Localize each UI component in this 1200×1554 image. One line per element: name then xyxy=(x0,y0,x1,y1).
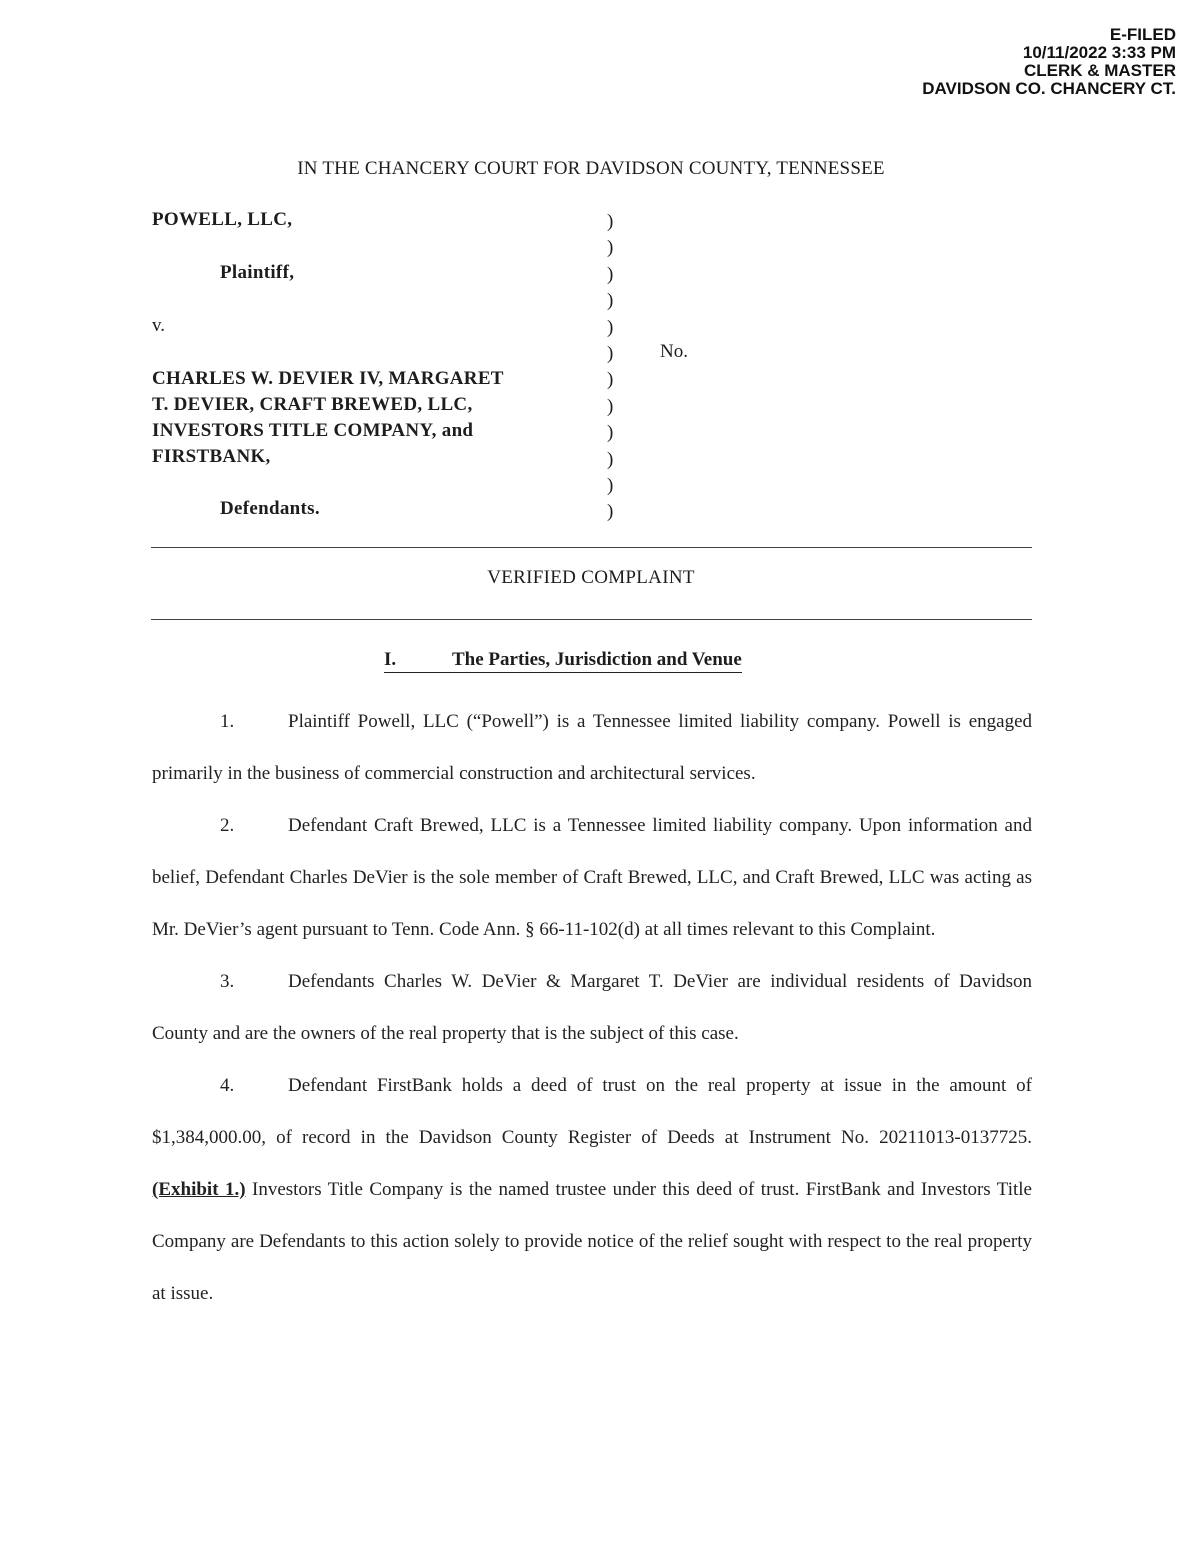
paragraph-4 xyxy=(152,1060,1032,1320)
paragraph-number: 3. xyxy=(220,971,235,992)
section-heading xyxy=(384,649,742,673)
document-title: VERIFIED COMPLAINT xyxy=(487,567,695,588)
paragraph-number: 4. xyxy=(220,1075,235,1096)
efiled-timestamp: 10/11/2022 3:33 PM xyxy=(1022,43,1176,62)
versus: v. xyxy=(152,315,166,336)
complaint-body xyxy=(152,696,1032,1320)
defendants-line-4: FIRSTBANK, xyxy=(152,446,271,467)
efiled-stamp xyxy=(922,26,1176,98)
paragraph-3 xyxy=(152,956,1032,1060)
paragraph-text: Defendants Charles W. DeVier & Margaret T. DeVier are individual residents of Davidson County and are the owners of the real property that is the subject of this case. xyxy=(152,971,1032,1044)
exhibit-reference: (Exhibit 1.) xyxy=(152,1179,246,1200)
case-number-label: No. xyxy=(660,341,688,362)
clerk-label: CLERK & MASTER xyxy=(1023,61,1176,80)
defendants-role: Defendants. xyxy=(220,498,320,519)
divider-top xyxy=(151,547,1032,548)
paragraph-2 xyxy=(152,800,1032,956)
court-label: DAVIDSON CO. CHANCERY CT. xyxy=(922,79,1176,98)
paragraph-text-continued: Investors Title Company is the named trustee under this deed of trust. FirstBank and Investors Title Company are Defendants to this action solely to provide notice of the relief sought with respect to the real property at issue. xyxy=(152,1179,1032,1304)
efiled-label: E-FILED xyxy=(1109,25,1176,44)
paragraph-text: Defendant FirstBank holds a deed of trust on the real property at issue in the amount of $1,384,000.00, of record in the Davidson County Register of Deeds at Instrument No. 20211013-0137725. xyxy=(152,1075,1032,1148)
defendants-line-3: INVESTORS TITLE COMPANY, and xyxy=(152,420,474,441)
section-number: I. xyxy=(384,649,397,670)
plaintiff-role: Plaintiff, xyxy=(220,262,295,283)
divider-bottom xyxy=(151,619,1032,620)
section-title: The Parties, Jurisdiction and Venue xyxy=(452,649,742,670)
paragraph-number: 1. xyxy=(220,711,235,732)
plaintiff-name: POWELL, LLC, xyxy=(152,209,293,230)
court-title: IN THE CHANCERY COURT FOR DAVIDSON COUNTY, TENNESSEE xyxy=(297,158,885,179)
defendants-line-2: T. DEVIER, CRAFT BREWED, LLC, xyxy=(152,394,473,415)
paragraph-text: Plaintiff Powell, LLC (“Powell”) is a Tennessee limited liability company. Powell is engaged primarily in the business of commercial construction and architectural services. xyxy=(152,711,1032,784)
caption-parentheses: ) ) ) ) ) ) ) ) ) ) ) ) xyxy=(607,211,614,523)
paragraph-text: Defendant Craft Brewed, LLC is a Tennessee limited liability company. Upon information and belief, Defendant Charles DeVier is the sole member of Craft Brewed, LLC, and Craft Brewed, LLC was acting as Mr. DeVier’s agent pursuant to Tenn. Code Ann. § 66-11-102(d) at all times relevant to this Complaint. xyxy=(152,815,1032,940)
paragraph-1 xyxy=(152,696,1032,800)
defendants-line-1: CHARLES W. DEVIER IV, MARGARET xyxy=(152,368,504,389)
paragraph-number: 2. xyxy=(220,815,235,836)
